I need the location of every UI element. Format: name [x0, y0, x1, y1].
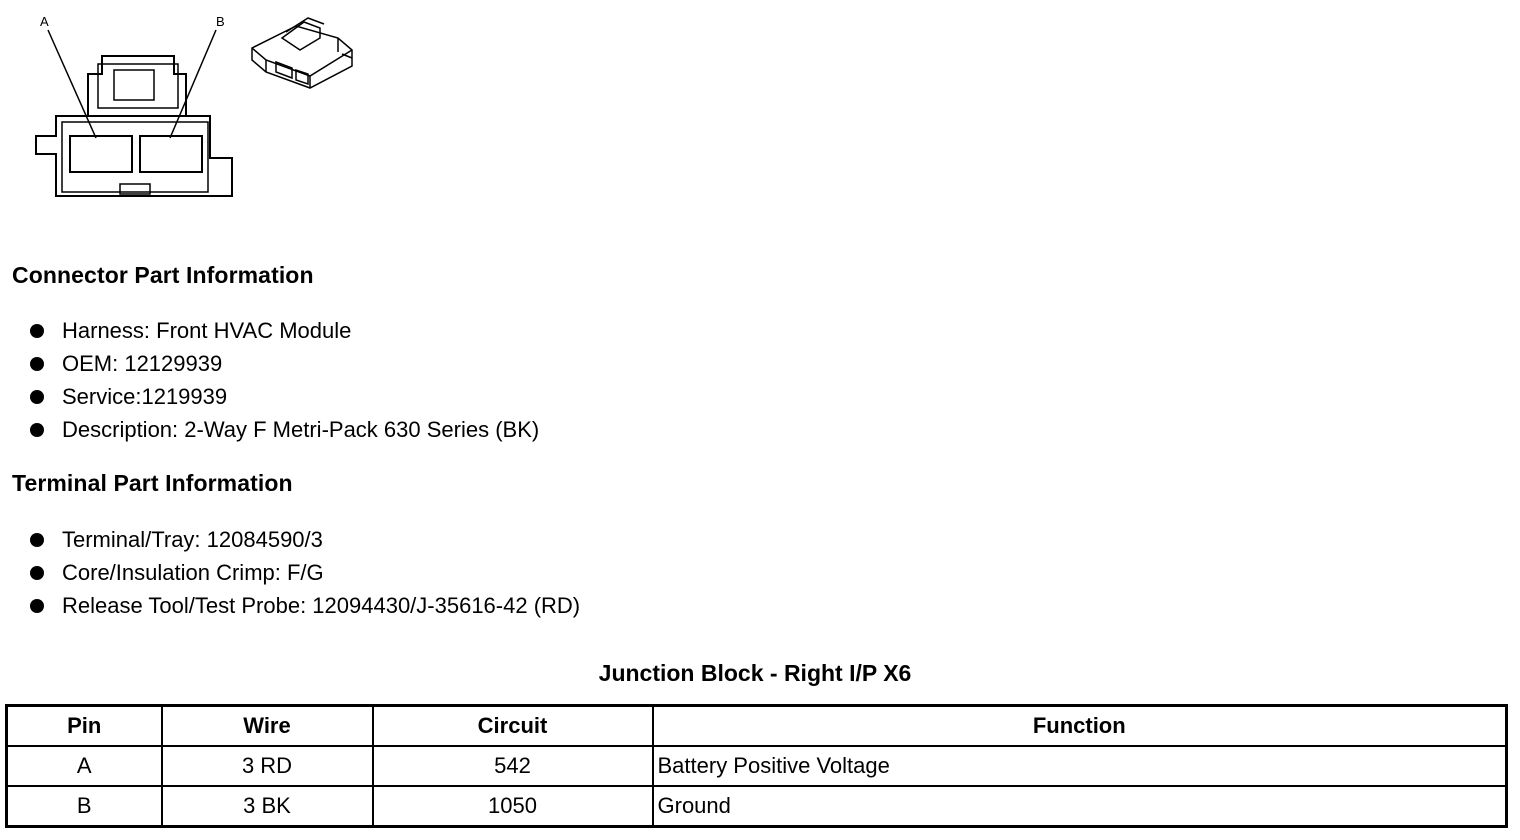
table-title: Junction Block - Right I/P X6: [598, 660, 912, 686]
terminal-part-info-list: [28, 523, 580, 622]
table-row: [7, 746, 1507, 786]
connector-part-info-list: [28, 314, 539, 446]
pin-cell: A: [7, 746, 162, 786]
connector-iso-view: [252, 18, 352, 88]
terminal-part-info-heading: Terminal Part Information: [12, 470, 293, 496]
list-item: Description: 2-Way F Metri-Pack 630 Series (BK): [28, 413, 539, 446]
pin-b-label: B: [216, 14, 225, 29]
column-header-circuit: Circuit: [373, 706, 653, 747]
list-item: Core/Insulation Crimp: F/G: [28, 556, 580, 589]
locking-tab: [88, 56, 186, 116]
pin-cell: B: [7, 786, 162, 827]
list-item: Terminal/Tray: 12084590/3: [28, 523, 580, 556]
list-item: Harness: Front HVAC Module: [28, 314, 539, 347]
table-row: [7, 786, 1507, 827]
wire-cell: 3 BK: [162, 786, 373, 827]
column-header-wire: Wire: [162, 706, 373, 747]
table-header-row: [7, 706, 1507, 747]
connector-diagram: [20, 8, 370, 208]
column-header-pin: Pin: [7, 706, 162, 747]
list-item: Service:1219939: [28, 380, 539, 413]
wire-cell: 3 RD: [162, 746, 373, 786]
connector-inner-outline: [62, 122, 208, 192]
circuit-cell: 1050: [373, 786, 653, 827]
cavity-b: [140, 136, 202, 172]
circuit-cell: 542: [373, 746, 653, 786]
connector-part-info-heading: Connector Part Information: [12, 262, 314, 288]
column-header-function: Function: [653, 706, 1507, 747]
cavity-a: [70, 136, 132, 172]
function-cell: Ground: [653, 786, 1507, 827]
pinout-table: [5, 704, 1508, 828]
list-item: Release Tool/Test Probe: 12094430/J-35616-42 (RD): [28, 589, 580, 622]
connector-face-drawing: [20, 8, 370, 208]
function-cell: Battery Positive Voltage: [653, 746, 1507, 786]
list-item: OEM: 12129939: [28, 347, 539, 380]
pin-a-label: A: [40, 14, 49, 29]
